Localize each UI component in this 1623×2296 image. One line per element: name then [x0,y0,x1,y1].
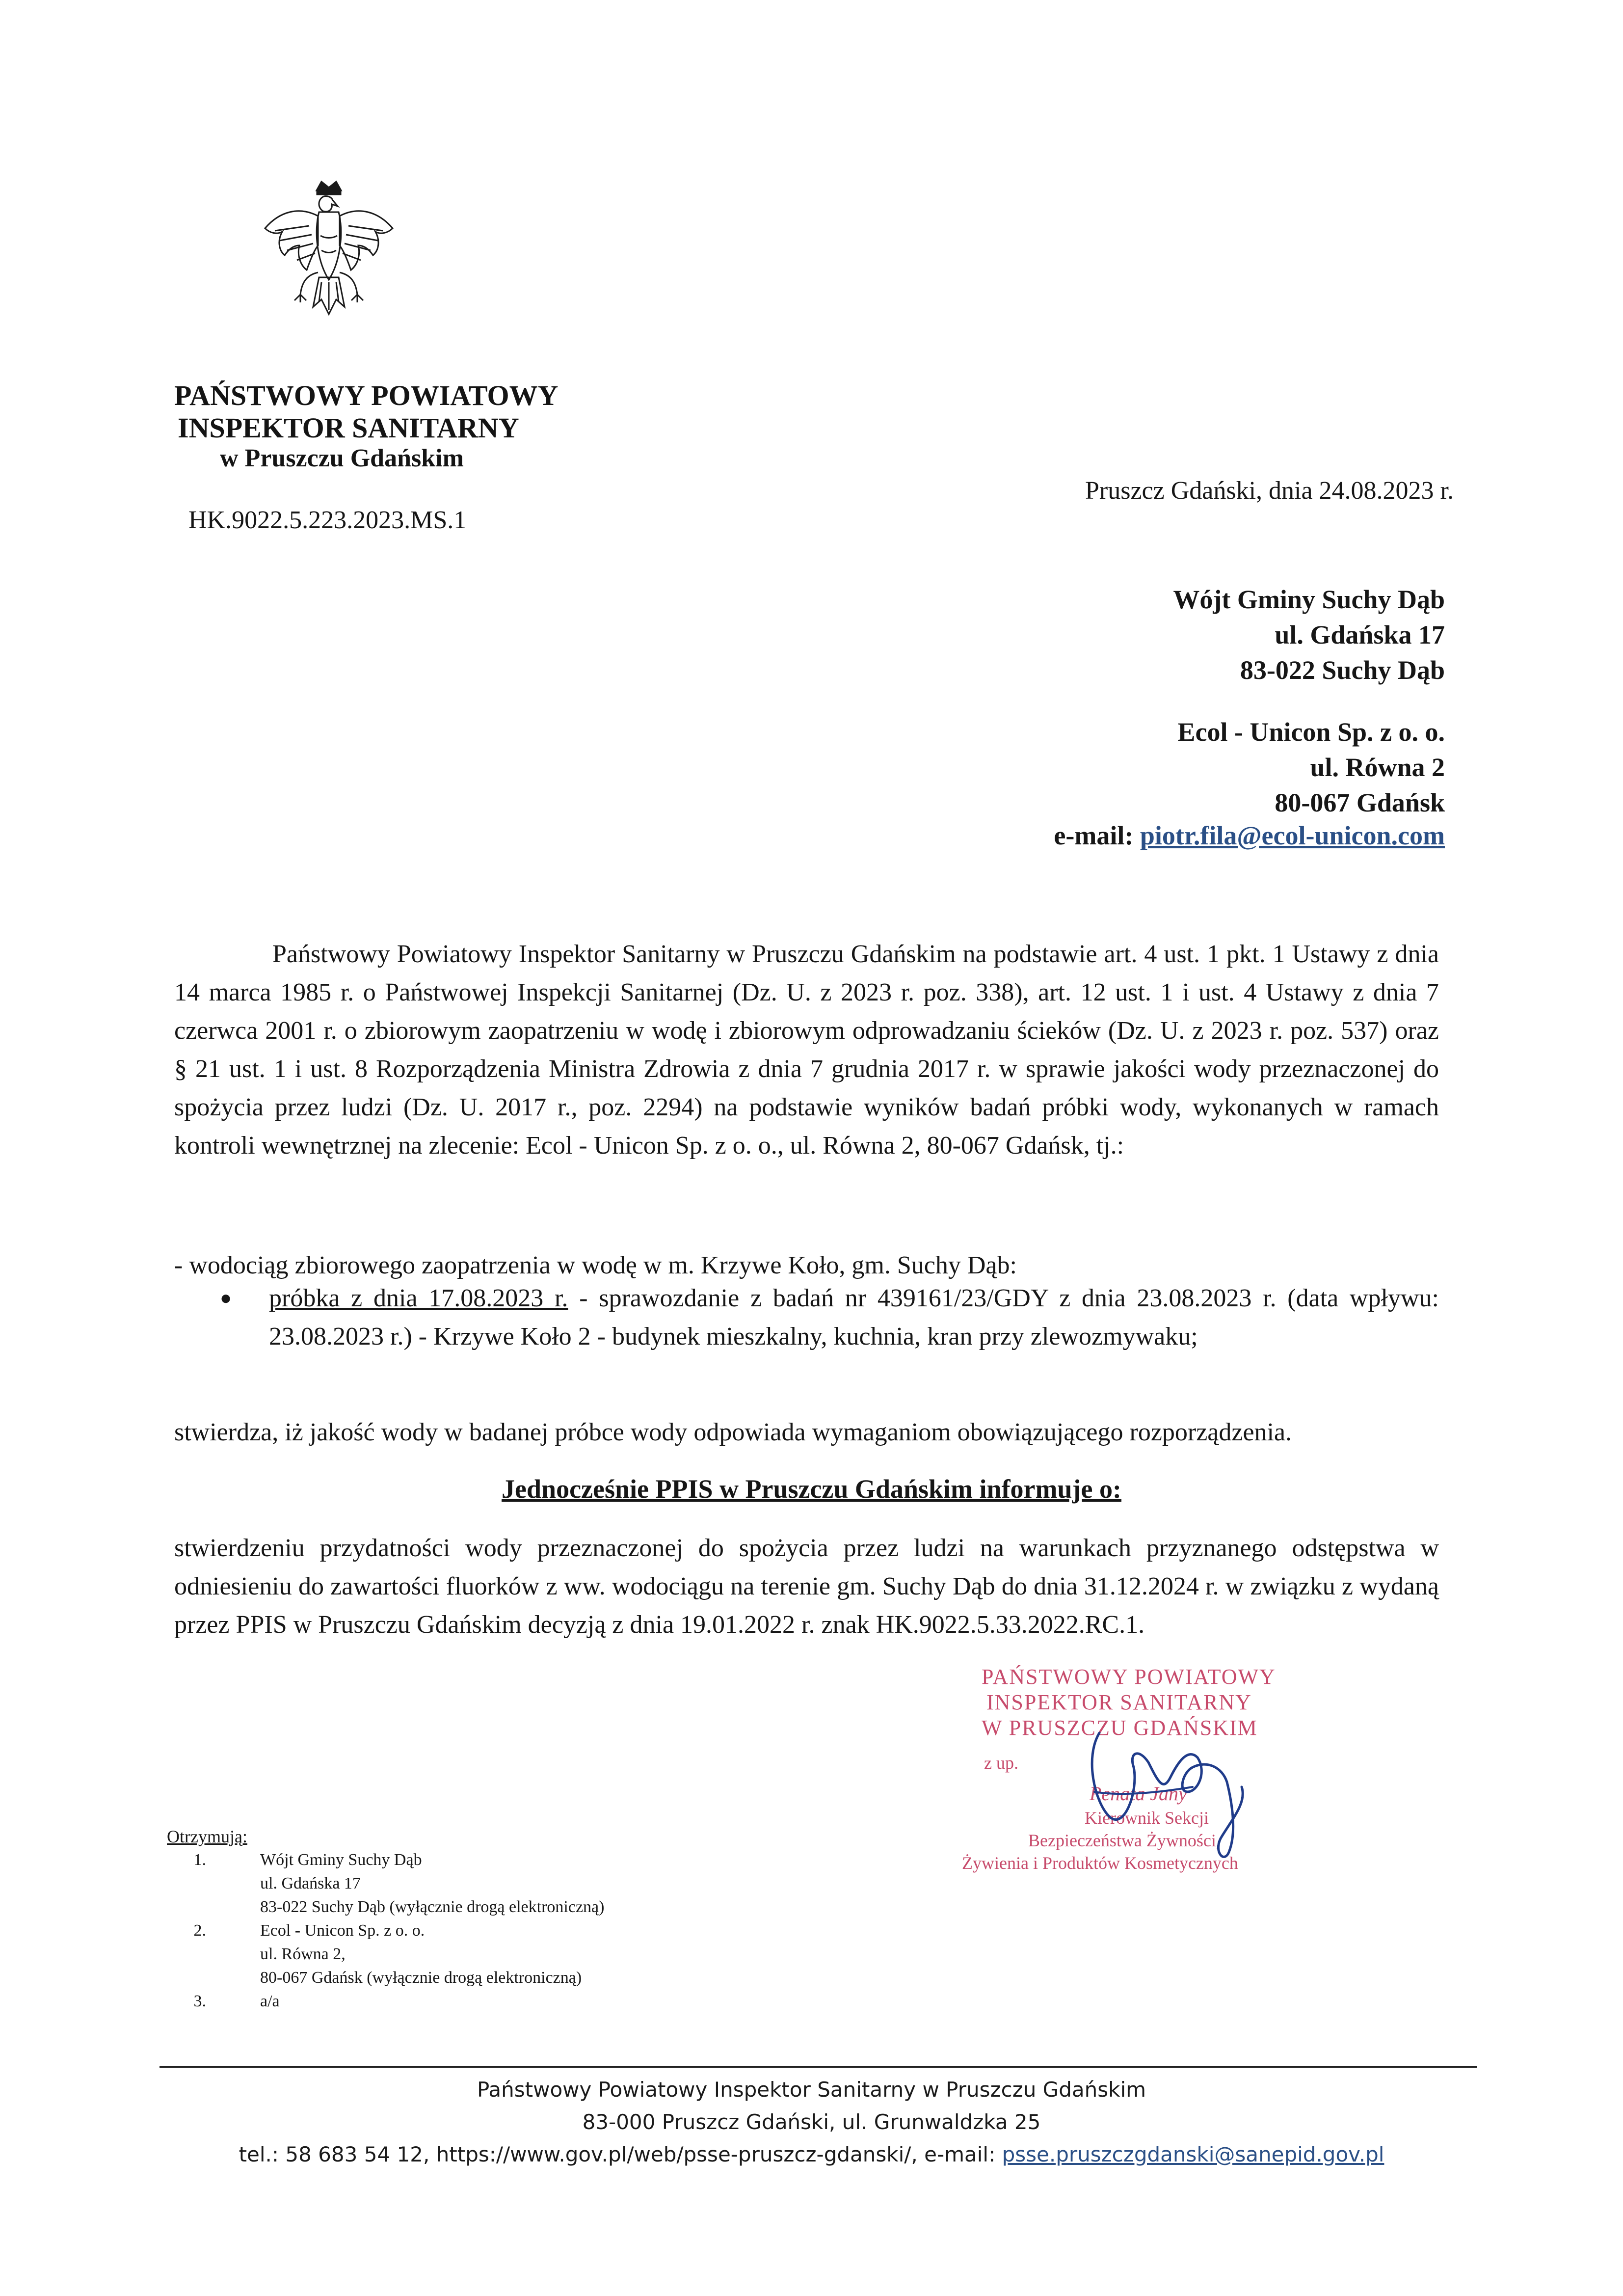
sample-bullet-item [269,1279,1439,1356]
conclusion-statement: stwierdza, iż jakość wody w badanej próbce wody odpowiada wymaganiom obowiązującego rozporządzenia. [174,1418,1292,1446]
addressee-block-1 [1173,582,1445,688]
addressee-name: Ecol - Unicon Sp. z o. o. [1177,717,1445,747]
addressee-city: 83-022 Suchy Dąb [1240,655,1445,685]
authority-name-line3: w Pruszczu Gdańskim [220,444,464,472]
recipient-number: 2. [193,1921,206,1940]
addressee-street: ul. Równa 2 [1310,753,1445,782]
stamp-role-1: Kierownik Sekcji [1085,1808,1209,1828]
handwritten-signature [1065,1718,1271,1875]
recipient-line: ul. Gdańska 17 [260,1874,361,1892]
addressee-email-line [1054,820,1445,851]
email-label: e-mail: [1054,821,1134,850]
recipient-line: a/a [260,1992,280,2010]
stamp-on-behalf: z up. [984,1753,1018,1773]
recipients-heading: Otrzymują: [167,1827,247,1846]
authority-name-line2: INSPEKTOR SANITARNY [178,412,519,444]
recipients-list [177,1848,766,2045]
bullet-icon: ● [220,1287,232,1309]
footer-address: 83-000 Pruszcz Gdański, ul. Grunwaldzka 25 [582,2110,1041,2134]
case-signature: HK.9022.5.223.2023.MS.1 [188,506,467,534]
footer-divider [160,2066,1477,2068]
footer-authority: Państwowy Powiatowy Inspektor Sanitarny w Pruszczu Gdańskim [477,2078,1146,2102]
stamp-line-1: PAŃSTWOWY POWIATOWY [982,1665,1276,1689]
footer-phone-web: tel.: 58 683 54 12, https://www.gov.pl/web/psse-pruszcz-gdanski/, e-mail: [239,2142,1002,2166]
footer-email-link[interactable]: psse.pruszczgdanski@sanepid.gov.pl [1002,2142,1384,2166]
addressee-city: 80-067 Gdańsk [1275,788,1445,817]
footer-contact [0,2142,1623,2166]
stamp-signer-name: Renata Jany [1090,1783,1187,1805]
addressee-email-link[interactable]: piotr.fila@ecol-unicon.com [1140,821,1445,850]
recipient-number: 1. [193,1851,206,1869]
official-stamp [962,1664,1345,1895]
addressee-street: ul. Gdańska 17 [1275,620,1445,649]
addressee-block-2 [1177,714,1445,820]
place-and-date: Pruszcz Gdański, dnia 24.08.2023 r. [1085,477,1454,505]
recipient-number: 3. [193,1992,206,2010]
information-subheading: Jednocześnie PPIS w Pruszczu Gdańskim informuje o: [502,1474,1121,1504]
stamp-line-3: W PRUSZCZU GDAŃSKIM [982,1716,1258,1740]
sample-details: - sprawozdanie z badań nr 439161/23/GDY z dnia 23.08.2023 r. (data wpływu: 23.08.2023 r.) - Krzywe Koło 2 - budynek mieszkalny, kuchnia, kran przy zlewozmywaku; [269,1284,1439,1351]
stamp-role-3: Żywienia i Produktów Kosmetycznych [962,1853,1238,1873]
authority-name-line1: PAŃSTWOWY POWIATOWY [174,379,559,411]
information-paragraph: stwierdzeniu przydatności wody przeznaczonej do spożycia przez ludzi na warunkach przyznanego odstępstwa w odniesieniu do zawartości fluorków z ww. wodociągu na terenie gm. Suchy Dąb do dnia 31.12.2024 r. w związku z wydaną przez PPIS w Pruszczu Gdańskim decyzją z dnia 19.01.2022 r. znak HK.9022.5.33.2022.RC.1. [174,1534,1439,1639]
addressee-name: Wójt Gminy Suchy Dąb [1173,585,1445,614]
recipient-line: Wójt Gminy Suchy Dąb [260,1851,422,1869]
recipient-line: 80-067 Gdańsk (wyłącznie drogą elektroniczną) [260,1969,582,1987]
stamp-line-2: INSPEKTOR SANITARNY [986,1690,1252,1714]
recipient-line: Ecol - Unicon Sp. z o. o. [260,1921,425,1940]
recipient-line: 83-022 Suchy Dąb (wyłącznie drogą elektroniczną) [260,1898,605,1916]
sample-date: próbka z dnia 17.08.2023 r. [269,1284,568,1312]
water-supply-line: - wodociąg zbiorowego zaopatrzenia w wodę w m. Krzywe Koło, gm. Suchy Dąb: [174,1251,1017,1279]
recipient-line: ul. Równa 2, [260,1945,346,1963]
stamp-role-2: Bezpieczeństwa Żywności, [1028,1831,1221,1850]
intro-paragraph: Państwowy Powiatowy Inspektor Sanitarny w Pruszczu Gdańskim na podstawie art. 4 ust. 1 pkt. 1 Ustawy z dnia 14 marca 1985 r. o Państwowej Inspekcji Sanitarnej (Dz. U. z 2023 r. poz. 338), art. 12 ust. 1 i ust. 4 Ustawy z dnia 7 czerwca 2001 r. o zbiorowym zaopatrzeniu w wodę i zbiorowym odprowadzaniu ścieków (Dz. U. z 2023 r. poz. 537) oraz § 21 ust. 1 i ust. 8 Rozporządzenia Ministra Zdrowia z dnia 7 grudnia 2017 r. w sprawie jakości wody przeznaczonej do spożycia przez ludzi (Dz. U. 2017 r., poz. 2294) na podstawie wyników badań próbki wody, wykonanych w ramach kontroli wewnętrznej na zlecenie: Ecol - Unicon Sp. z o. o., ul. Równa 2, 80-067 Gdańsk, tj.: [174,940,1439,1160]
polish-eagle-emblem-icon [255,177,402,344]
